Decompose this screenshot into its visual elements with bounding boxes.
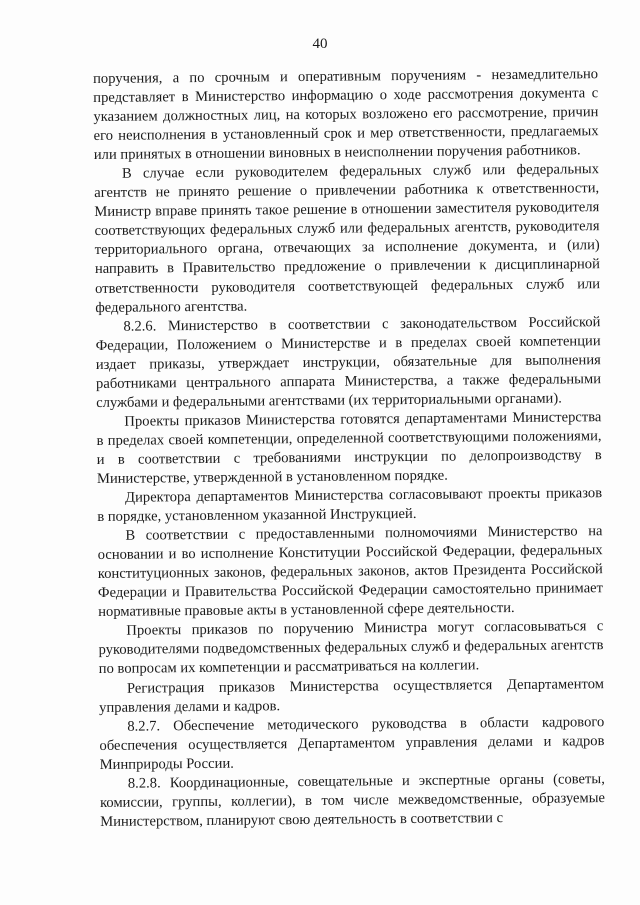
paragraph: Регистрация приказов Министерства осуществляется Департаментом управления делами и кадров. [99,675,604,716]
paragraph: В соответствии с предоставленными полномочиями Министерство на основании и во исполнение Конституции Российской Федерации, федеральных конституционных законов, федеральных законов, актов Президента Российской Федерации и Правительства Российской Федерации самостоятельно принимает нормативные правовые акты в установленной сфере деятельности. [97,523,604,621]
paragraph: Директора департаментов Министерства согласовывают проекты приказов в порядке, установленном указанной Инструкцией. [97,485,603,526]
paragraph: Проекты приказов по поручению Министра могут согласовываться с руководителями подведомственных федеральных служб и федеральных агентств по вопросам их компетенции и рассматриваться на коллегии. [98,618,604,678]
paragraph: Проекты приказов Министерства готовятся департаментами Министерства в пределах своей компетенции, определенной соответствующими положениями, и в соответствии с требованиями инструкции по делопроизводству в Министерстве, утвержденной в установленном порядке. [96,408,602,487]
paragraph: В случае если руководителем федеральных служб или федеральных агентств не принято решение о привлечении работника к ответственности, Министр вправе принять такое решение в отношении заместителя руководителя соответствующих федеральных служб или федеральных агентств, руководителя территориального органа, отвечающих за исполнение документа, и (или) направить в Правительство предложение о привлечении к дисциплинарной ответственности руководителя соответствующей федеральных служб или федерального агентства. [94,161,601,316]
page-body [93,65,605,832]
paragraph: 8.2.7. Обеспечение методического руководства в области кадрового обеспечения осуществляется Департаментом управления делами и кадров Минприроды России. [99,713,605,773]
paragraph: поручения, а по срочным и оперативным поручениям - незамедлительно представляет в Министерство информацию о ходе рассмотрения документа с указанием должностных лиц, на которых возложено его рассмотрение, причин его неисполнения в установленный срок и мер ответственности, предлагаемых или принятых в отношении виновных в неисполнении поручения работников. [93,66,599,164]
paragraph: 8.2.8. Координационные, совещательные и экспертные органы (советы, комиссии, группы, коллегии), в том числе межведомственные, образуемые Министерством, планируют свою деятельность в соответствии с [99,770,606,830]
paragraph: 8.2.6. Министерство в соответствии с законодательством Российской Федерации, Положением о Министерстве и в пределах своей компетенции издает приказы, утверждает инструкции, обязательные для выполнения работниками центрального аппарата Министерства, а также федеральными службами и федеральными агентствами (их территориальными органами). [95,313,602,411]
page-number: 40 [312,36,328,52]
